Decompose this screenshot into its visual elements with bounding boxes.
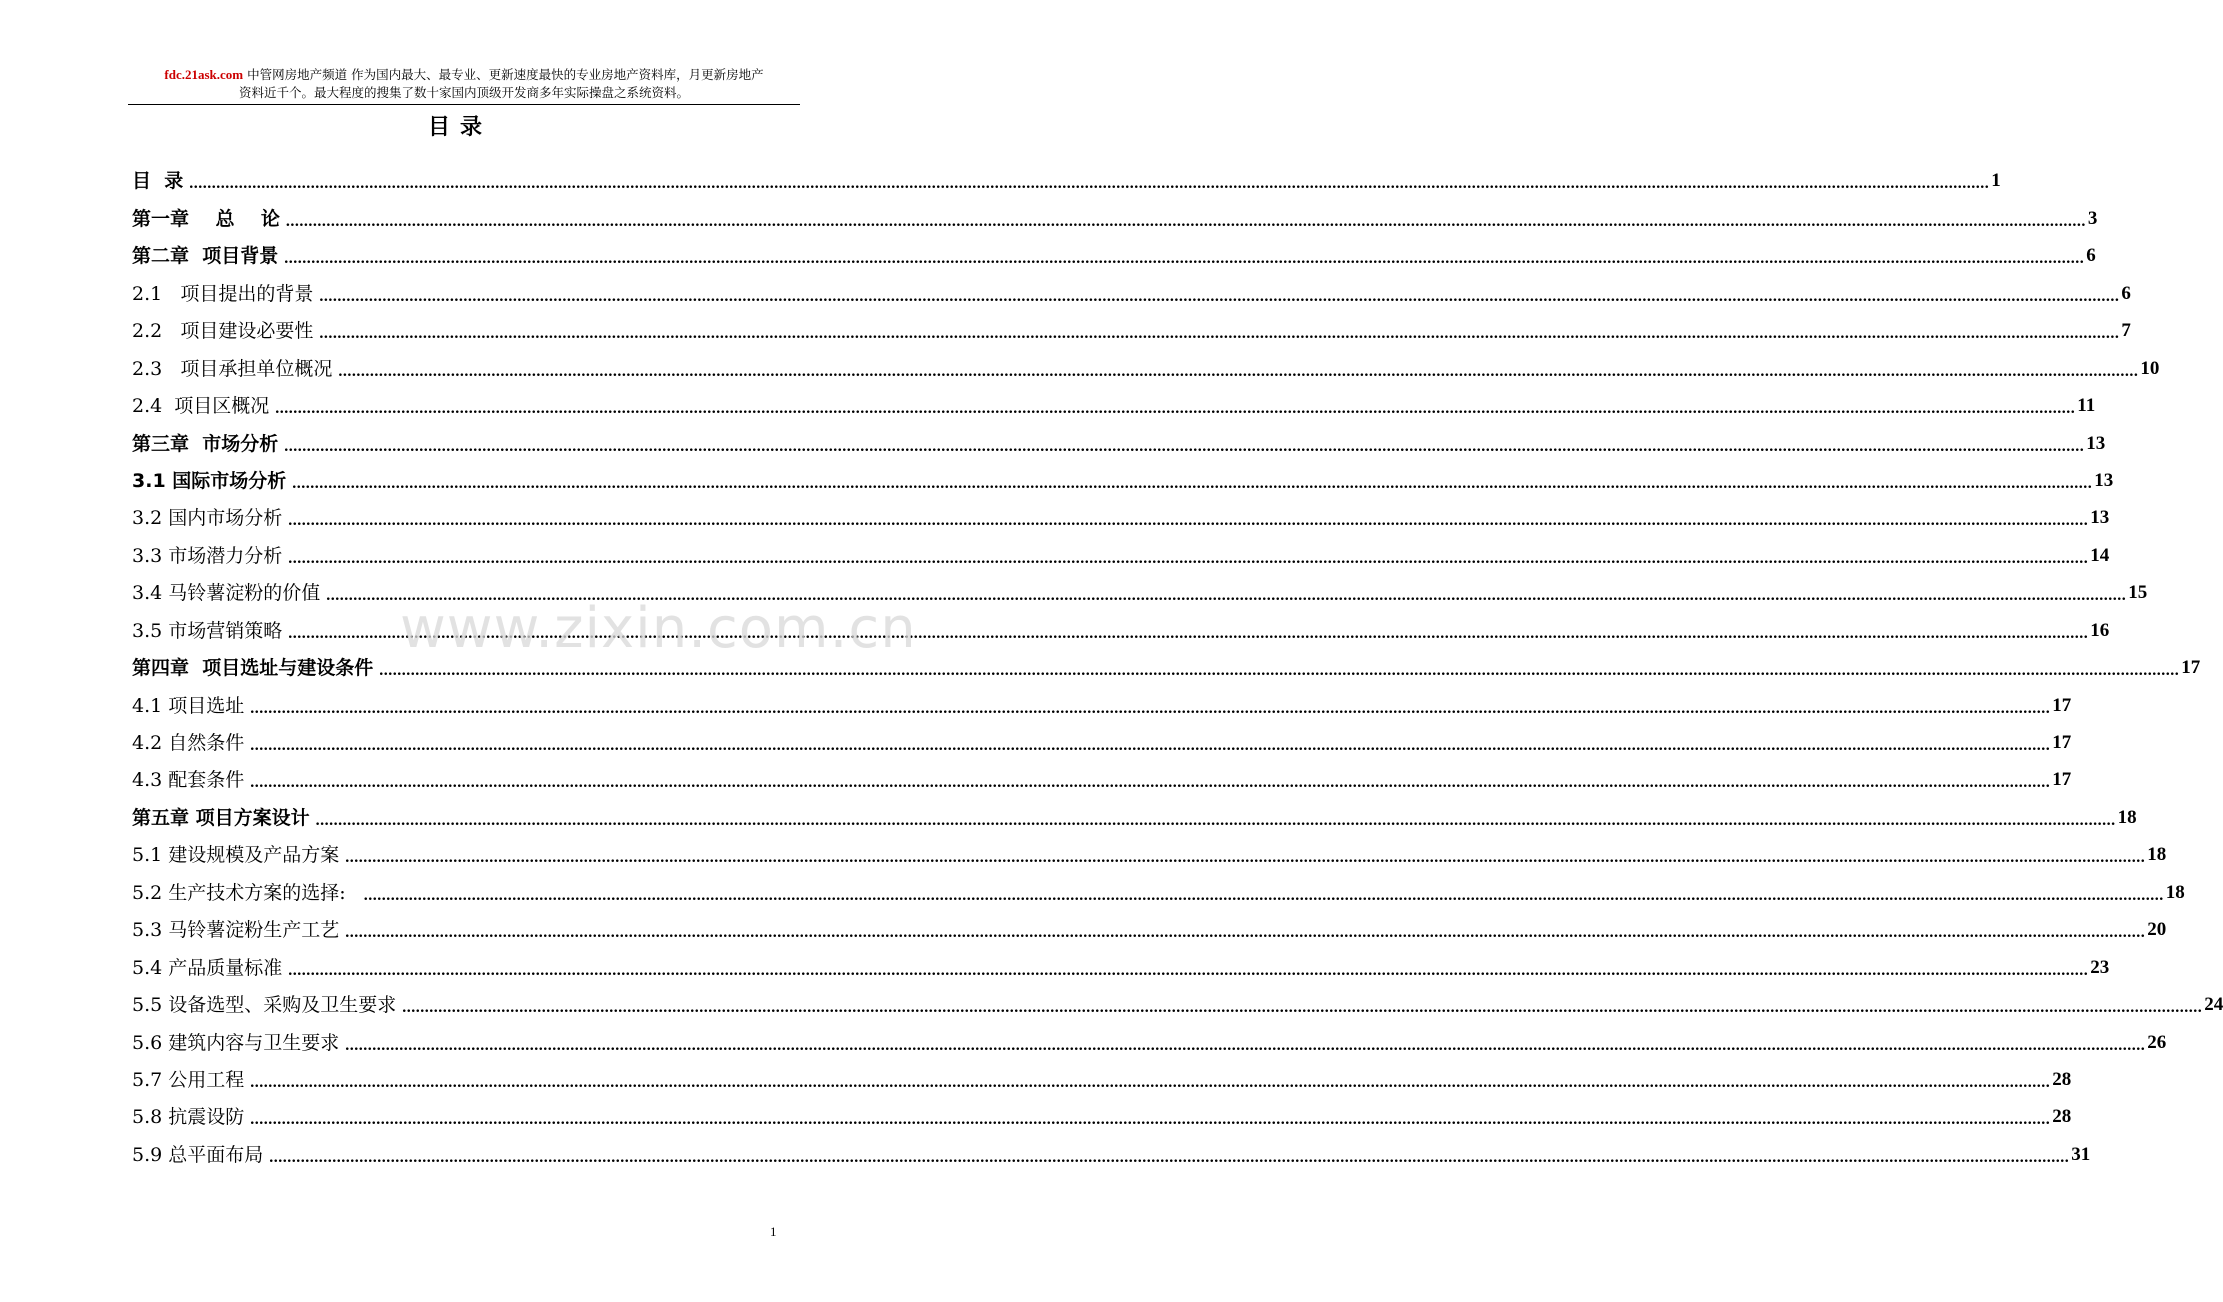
toc-leader-dots: ................................................................................................................................................................................................................................................................................................................................................................................................................: [288, 512, 2089, 530]
toc-entry-label: 第二章 项目背景: [132, 245, 279, 268]
toc-entry[interactable]: [132, 345, 2160, 382]
toc-leader-dots: ................................................................................................................................................................................................................................................................................................................................................................................................................: [288, 624, 2089, 642]
toc-leader-dots: ................................................................................................................................................................................................................................................................................................................................................................................................................: [379, 662, 2180, 680]
toc-entry-page: 18: [2147, 844, 2167, 866]
page-number: 1: [770, 1224, 777, 1239]
toc-leader-dots: ................................................................................................................................................................................................................................................................................................................................................................................................................: [284, 250, 2085, 268]
toc-entry[interactable]: [132, 158, 2001, 195]
toc-leader-dots: ................................................................................................................................................................................................................................................................................................................................................................................................................: [338, 362, 2139, 380]
toc-leader-dots: ................................................................................................................................................................................................................................................................................................................................................................................................................: [402, 999, 2203, 1017]
toc-entry-label: 5.7 公用工程: [132, 1068, 245, 1091]
toc-entry-page: 24: [2204, 994, 2223, 1016]
toc-entry-page: 6: [2121, 282, 2131, 304]
toc-entry-page: 7: [2121, 320, 2131, 342]
toc-leader-dots: ................................................................................................................................................................................................................................................................................................................................................................................................................: [189, 175, 1990, 193]
toc-entry-page: 1: [1991, 170, 2001, 192]
toc-leader-dots: ................................................................................................................................................................................................................................................................................................................................................................................................................: [285, 212, 2086, 230]
toc-entry[interactable]: [132, 383, 2096, 420]
header-site-link[interactable]: fdc.21ask.com: [164, 67, 244, 82]
toc-entry[interactable]: [132, 720, 2072, 757]
toc-leader-dots: ................................................................................................................................................................................................................................................................................................................................................................................................................: [319, 287, 2120, 305]
toc-entry-page: 18: [2117, 806, 2137, 828]
toc-entry-page: 6: [2086, 245, 2096, 267]
toc-entry-page: 14: [2090, 544, 2110, 566]
toc-leader-dots: ................................................................................................................................................................................................................................................................................................................................................................................................................: [250, 699, 2051, 717]
toc-leader-dots: ................................................................................................................................................................................................................................................................................................................................................................................................................: [292, 474, 2093, 492]
toc-entry-page: 26: [2147, 1031, 2167, 1053]
toc-entry-page: 17: [2052, 732, 2072, 753]
toc-entry[interactable]: [132, 869, 2185, 906]
toc-entry-page: 17: [2052, 694, 2072, 716]
toc-entry[interactable]: [132, 458, 2114, 495]
toc-leader-dots: ................................................................................................................................................................................................................................................................................................................................................................................................................: [250, 1073, 2051, 1091]
toc-leader-dots: ................................................................................................................................................................................................................................................................................................................................................................................................................: [345, 1036, 2146, 1054]
toc-entry-page: 28: [2052, 1106, 2072, 1128]
page-header: [128, 66, 800, 102]
toc-entry-page: 15: [2128, 582, 2148, 604]
toc-entry-label: 5.4 产品质量标准: [132, 956, 283, 979]
toc-leader-dots: ................................................................................................................................................................................................................................................................................................................................................................................................................: [315, 811, 2116, 829]
toc-entry-page: 13: [2086, 432, 2106, 454]
header-text-line2: 资料近千个。最大程度的搜集了数十家国内顶级开发商多年实际操盘之系统资料。: [238, 85, 689, 100]
toc-entry-label: 2.3 项目承担单位概况: [132, 357, 333, 380]
toc-entry[interactable]: [132, 757, 2072, 794]
toc-entry-page: 13: [2094, 469, 2114, 491]
toc-leader-dots: ................................................................................................................................................................................................................................................................................................................................................................................................................: [275, 400, 2076, 418]
toc-entry[interactable]: [132, 1019, 2167, 1056]
toc-leader-dots: ................................................................................................................................................................................................................................................................................................................................................................................................................: [363, 886, 2164, 904]
toc-entry-page: 3: [2087, 207, 2098, 229]
toc-leader-dots: ................................................................................................................................................................................................................................................................................................................................................................................................................: [250, 774, 2051, 792]
toc-entry-page: 17: [2052, 769, 2072, 791]
toc-entry-page: 18: [2165, 881, 2185, 903]
toc-entry-page: 11: [2077, 395, 2096, 417]
toc-entry[interactable]: [132, 907, 2167, 944]
toc-leader-dots: ................................................................................................................................................................................................................................................................................................................................................................................................................: [288, 549, 2089, 567]
toc-entry[interactable]: [132, 270, 2131, 307]
toc-entry-label: 3.3 市场潜力分析: [132, 544, 283, 567]
toc-entry-label: 5.9 总平面布局: [132, 1143, 264, 1166]
toc-entry[interactable]: [132, 195, 2098, 232]
toc-entry-label: 4.1 项目选址: [132, 694, 245, 717]
toc-entry-label: 目 录: [132, 170, 184, 193]
toc-entry-page: 10: [2140, 357, 2160, 379]
toc-entry[interactable]: [132, 794, 2137, 831]
watermark: www.zixin.com.cn: [400, 596, 917, 661]
toc-entry[interactable]: [132, 1094, 2072, 1131]
toc-entry-page: 31: [2071, 1143, 2091, 1165]
toc-entry-page: 17: [2181, 657, 2201, 679]
header-text-line1: 中管网房地产频道 作为国内最大、最专业、更新速度最快的专业房地产资料库，月更新房地产: [243, 67, 764, 82]
toc-entry-label: 3.5 市场营销策略: [132, 619, 283, 642]
toc-entry-label: 5.2 生产技术方案的选择:: [132, 881, 358, 904]
toc-entry[interactable]: [132, 832, 2167, 869]
toc-entry-label: 2.2 项目建设必要性: [132, 320, 314, 343]
toc-entry-label: 2.4 项目区概况: [132, 395, 270, 418]
toc-entry-label: 4.2 自然条件: [132, 732, 245, 754]
toc-entry-label: 4.3 配套条件: [132, 769, 245, 792]
toc-leader-dots: ................................................................................................................................................................................................................................................................................................................................................................................................................: [326, 587, 2127, 605]
toc-leader-dots: ................................................................................................................................................................................................................................................................................................................................................................................................................: [345, 924, 2146, 942]
toc-entry-label: 3.2 国内市场分析: [132, 507, 283, 530]
toc-entry-page: 20: [2147, 919, 2167, 941]
toc-entry[interactable]: [132, 1131, 2091, 1168]
toc-entry-page: 13: [2090, 507, 2110, 529]
toc-entry[interactable]: [132, 944, 2110, 981]
toc-leader-dots: ................................................................................................................................................................................................................................................................................................................................................................................................................: [250, 737, 2051, 754]
toc-entry-page: 28: [2052, 1068, 2072, 1090]
toc-leader-dots: ................................................................................................................................................................................................................................................................................................................................................................................................................: [284, 437, 2085, 455]
toc-entry[interactable]: [132, 1057, 2072, 1094]
toc-entry-label: 5.6 建筑内容与卫生要求: [132, 1031, 340, 1054]
toc-entry-label: 5.3 马铃薯淀粉生产工艺: [132, 919, 340, 942]
toc-leader-dots: ................................................................................................................................................................................................................................................................................................................................................................................................................: [345, 849, 2146, 867]
toc-entry-label: 第四章 项目选址与建设条件: [132, 657, 374, 680]
toc-leader-dots: ................................................................................................................................................................................................................................................................................................................................................................................................................: [288, 961, 2089, 979]
toc-entry-label: 2.1 项目提出的背景: [132, 282, 314, 305]
toc-entry-page: 23: [2090, 956, 2110, 978]
toc-entry[interactable]: [132, 233, 2096, 270]
toc-entry-label: 第三章 市场分析: [132, 432, 279, 455]
toc-entry[interactable]: [132, 420, 2106, 457]
toc-entry-label: 3.1 国际市场分析: [132, 469, 287, 492]
toc-entry-label: 5.8 抗震设防: [132, 1106, 245, 1129]
header-divider: [128, 104, 800, 105]
toc-entry-label: 3.4 马铃薯淀粉的价值: [132, 582, 321, 605]
toc-title: 目录: [427, 115, 492, 140]
toc-entry-label: 5.1 建设规模及产品方案: [132, 844, 340, 867]
toc-entry[interactable]: [132, 682, 2072, 719]
toc-entry[interactable]: [132, 532, 2110, 569]
toc-leader-dots: ................................................................................................................................................................................................................................................................................................................................................................................................................: [269, 1148, 2070, 1166]
toc-entry-label: 第一章 总 论: [132, 207, 280, 230]
toc-entry[interactable]: [132, 308, 2131, 345]
toc-entry[interactable]: [132, 495, 2110, 532]
table-of-contents: [132, 158, 2223, 1169]
toc-leader-dots: ................................................................................................................................................................................................................................................................................................................................................................................................................: [319, 325, 2120, 343]
toc-entry-page: 16: [2090, 619, 2110, 641]
toc-entry-label: 5.5 设备选型、采购及卫生要求: [132, 994, 397, 1017]
toc-entry[interactable]: [132, 982, 2223, 1019]
toc-leader-dots: ................................................................................................................................................................................................................................................................................................................................................................................................................: [250, 1111, 2051, 1129]
toc-entry-label: 第五章 项目方案设计: [132, 806, 310, 829]
